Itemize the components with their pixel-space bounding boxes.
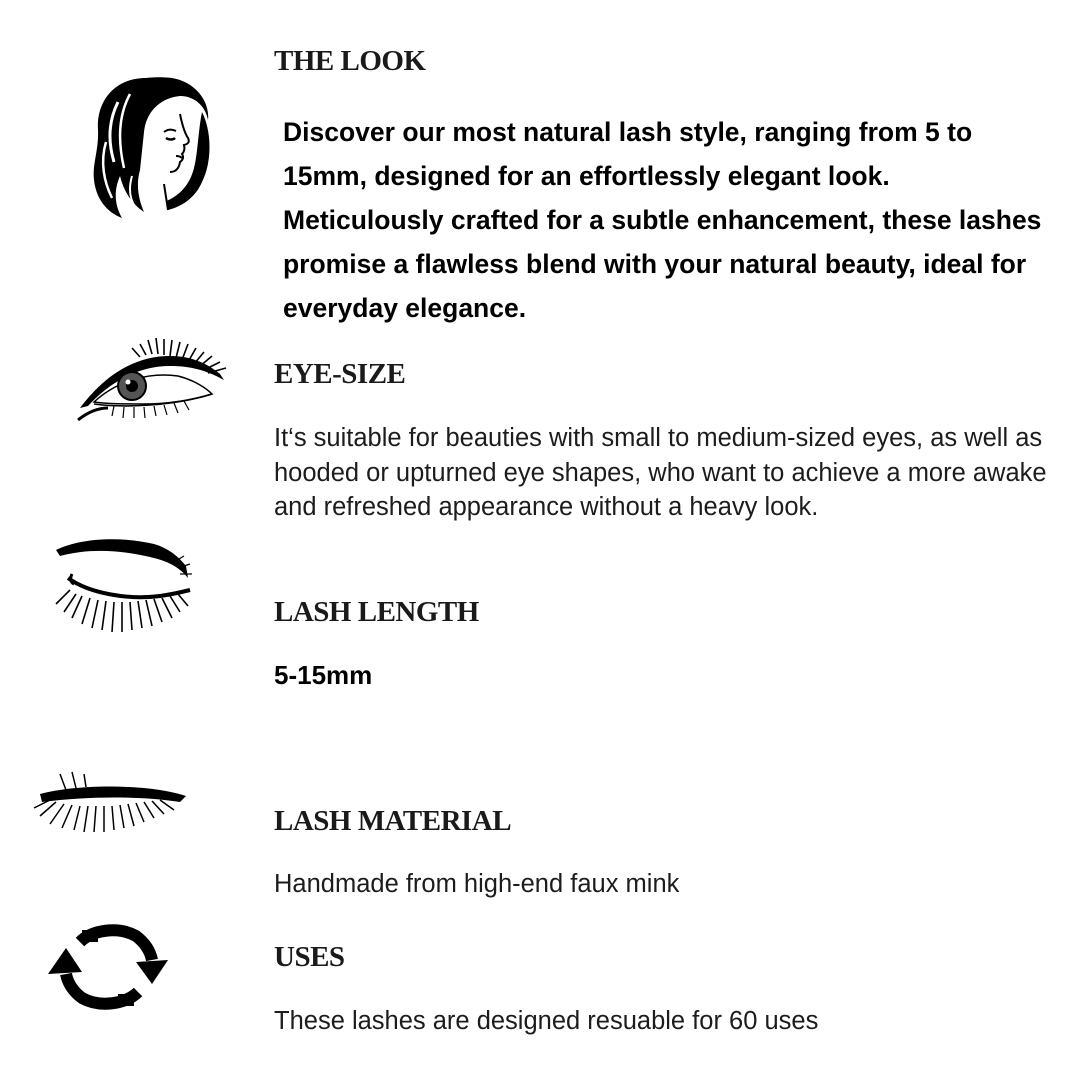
- open-eye-icon: [74, 336, 234, 422]
- heading-lash-length: LASH LENGTH: [274, 596, 479, 628]
- heading-uses: USES: [274, 941, 345, 973]
- lash-material-description: Handmade from high-end faux mink: [274, 870, 680, 898]
- eye-size-description: It‘s suitable for beauties with small to medium-sized eyes, as well as hooded or upturned eye shapes, who want to achieve a more awake and refreshed appearance without a heavy look.: [274, 424, 1047, 521]
- heading-the-look: THE LOOK: [274, 45, 426, 77]
- uses-description: These lashes are designed resuable for 60 uses: [274, 1007, 819, 1035]
- reuse-arrows-icon: [44, 916, 174, 1016]
- closed-eye-lash-icon: [30, 768, 190, 838]
- heading-lash-material: LASH MATERIAL: [274, 805, 512, 837]
- heading-eye-size: EYE-SIZE: [274, 358, 406, 390]
- woman-profile-icon: [84, 72, 214, 222]
- look-description: Discover our most natural lash style, ranging from 5 to 15mm, designed for an effortlessly elegant look. Meticulously crafted for a subtle enhancement, these lashes promise a flawless blend with your natural beauty, ideal for everyday elegance.: [283, 117, 1042, 323]
- eyebrow-lash-icon: [50, 534, 195, 644]
- lash-length-value: 5-15mm: [274, 660, 373, 690]
